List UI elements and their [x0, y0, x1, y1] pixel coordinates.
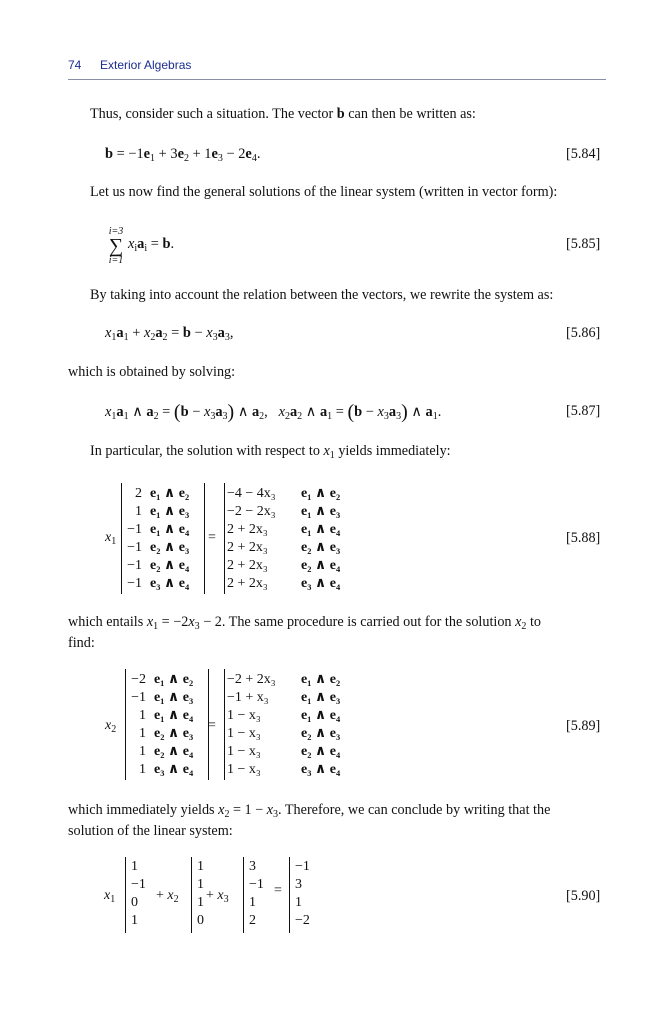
plus-sign: + $x_3$	[206, 888, 229, 905]
vector-entry: 2	[249, 913, 256, 928]
determinant-left-5-88	[121, 483, 205, 594]
equation-label-5-86: [5.86]	[566, 325, 601, 341]
determinant-right-5-89	[224, 669, 375, 780]
coefficient: 2 + 2x₃	[227, 522, 268, 537]
page-number: 74	[68, 58, 82, 72]
paragraph-6-line-1: which entails $x_1 = -2x_3 - 2$. The same procedure is carried out for the solution $x_2$ to	[68, 614, 541, 632]
sigma-icon: ∑	[108, 235, 124, 257]
equation-label-5-90: [5.90]	[566, 888, 601, 904]
summation	[104, 226, 128, 266]
equals-sign: =	[208, 718, 216, 733]
basis-bivector: e₃ ∧ e₄	[154, 762, 194, 777]
coefficient: 1	[139, 708, 146, 723]
vector-entry: 1	[295, 895, 302, 910]
basis-bivector: e₂ ∧ e₃	[150, 540, 190, 555]
equals-sign: =	[208, 530, 216, 545]
basis-bivector: e₃ ∧ e₄	[301, 762, 341, 777]
basis-bivector: e₁ ∧ e₃	[301, 504, 341, 519]
coefficient: −1	[127, 558, 142, 573]
basis-bivector: e₁ ∧ e₄	[301, 708, 341, 723]
plus-sign: + $x_2$	[156, 888, 179, 905]
vector-entry: 3	[295, 877, 302, 892]
vector-entry: 0	[197, 913, 204, 928]
paragraph-3: By taking into account the relation between the vectors, we rewrite the system as:	[90, 287, 554, 303]
paragraph-5: In particular, the solution with respect to $x_1$ yields immediately:	[90, 443, 451, 461]
vector-entry: 1	[197, 877, 204, 892]
x2-label: $x_2$	[105, 718, 117, 735]
basis-bivector: e₂ ∧ e₃	[154, 726, 194, 741]
vector-entry: 0	[131, 895, 138, 910]
basis-bivector: e₃ ∧ e₄	[301, 576, 341, 591]
vector-3	[243, 857, 274, 933]
coefficient: 1	[139, 744, 146, 759]
sum-upper-limit: i=3	[108, 226, 124, 237]
coefficient: −1 + x₃	[227, 690, 269, 705]
sum-lower-limit: i=1	[108, 255, 124, 266]
basis-bivector: e₂ ∧ e₃	[301, 726, 341, 741]
basis-bivector: e₃ ∧ e₄	[150, 576, 190, 591]
vector-entry: 1	[249, 895, 256, 910]
coefficient: −1	[127, 540, 142, 555]
basis-bivector: e₂ ∧ e₄	[154, 744, 194, 759]
vector-entry: 1	[131, 913, 138, 928]
equation-5-85: $x_ia_i = b$.	[128, 236, 175, 254]
determinant-left-5-89	[125, 669, 209, 780]
coefficient: −1	[127, 522, 142, 537]
coefficient: −4 − 4x₃	[227, 486, 276, 501]
determinant-right-5-88	[224, 483, 375, 594]
basis-bivector: e₁ ∧ e₂	[150, 486, 190, 501]
equation-5-84: $b = -1e_1 + 3e_2 + 1e_3 - 2e_4$.	[105, 146, 261, 164]
equation-5-87: $x_1a_1$ ∧ $a_2 = (b - x_3a_3)$ ∧ $a_2$, $x_2a_2$ ∧ $a_1 = (b - x_3a_3)$ ∧ $a_1$.	[105, 401, 442, 423]
vector-entry: −1	[131, 877, 146, 892]
paragraph-4: which is obtained by solving:	[68, 364, 236, 380]
basis-bivector: e₁ ∧ e₃	[154, 690, 194, 705]
coefficient: 1 − x₃	[227, 708, 261, 723]
coefficient: −2	[131, 672, 146, 687]
coefficient: 1	[135, 504, 142, 519]
vector-entry: 1	[197, 895, 204, 910]
coefficient: 2	[135, 486, 142, 501]
basis-bivector: e₁ ∧ e₂	[154, 672, 194, 687]
basis-bivector: e₁ ∧ e₂	[301, 672, 341, 687]
coefficient: −1	[127, 576, 142, 591]
coefficient: −2 + 2x₃	[227, 672, 276, 687]
coefficient: 1 − x₃	[227, 726, 261, 741]
basis-bivector: e₁ ∧ e₃	[150, 504, 190, 519]
coefficient: 1	[139, 762, 146, 777]
basis-bivector: e₁ ∧ e₄	[150, 522, 190, 537]
coefficient: 1 − x₃	[227, 762, 261, 777]
paragraph-7-line-2: solution of the linear system:	[68, 823, 233, 839]
basis-bivector: e₁ ∧ e₄	[301, 522, 341, 537]
basis-bivector: e₁ ∧ e₂	[301, 486, 341, 501]
equation-5-86: $x_1a_1 + x_2a_2 = b - x_3a_3$,	[105, 325, 234, 343]
coefficient: −1	[131, 690, 146, 705]
vector-entry: −2	[295, 913, 310, 928]
vector-entry: 3	[249, 859, 256, 874]
coefficient: 1 − x₃	[227, 744, 261, 759]
equals-sign: =	[274, 883, 282, 898]
chapter-title: Exterior Algebras	[100, 58, 192, 72]
equation-label-5-89: [5.89]	[566, 718, 601, 734]
paragraph-2: Let us now find the general solutions of the linear system (written in vector form):	[90, 184, 558, 200]
paragraph-7-line-1: which immediately yields $x_2 = 1 - x_3$. Therefore, we can conclude by writing that the	[68, 802, 551, 820]
vector-entry: −1	[249, 877, 264, 892]
equation-label-5-85: [5.85]	[566, 236, 601, 252]
basis-bivector: e₁ ∧ e₄	[154, 708, 194, 723]
vector-entry: 1	[197, 859, 204, 874]
coefficient: 2 + 2x₃	[227, 576, 268, 591]
equation-label-5-87: [5.87]	[566, 403, 601, 419]
vector-1	[125, 857, 156, 933]
paragraph-6-line-2: find:	[68, 635, 95, 651]
vector-entry: 1	[131, 859, 138, 874]
x1-coefficient: $x_1$	[104, 888, 116, 905]
basis-bivector: e₁ ∧ e₃	[301, 690, 341, 705]
vector-4	[289, 857, 320, 933]
coefficient: 2 + 2x₃	[227, 540, 268, 555]
equation-label-5-84: [5.84]	[566, 146, 601, 162]
coefficient: 1	[139, 726, 146, 741]
coefficient: 2 + 2x₃	[227, 558, 268, 573]
basis-bivector: e₂ ∧ e₃	[301, 540, 341, 555]
paragraph-1: Thus, consider such a situation. The vector b can then be written as:	[90, 106, 476, 122]
basis-bivector: e₂ ∧ e₄	[301, 558, 341, 573]
vector-entry: −1	[295, 859, 310, 874]
running-header	[68, 57, 606, 80]
equation-label-5-88: [5.88]	[566, 530, 601, 546]
basis-bivector: e₂ ∧ e₄	[150, 558, 190, 573]
basis-bivector: e₂ ∧ e₄	[301, 744, 341, 759]
coefficient: −2 − 2x₃	[227, 504, 276, 519]
x1-label: $x_1$	[105, 530, 117, 547]
